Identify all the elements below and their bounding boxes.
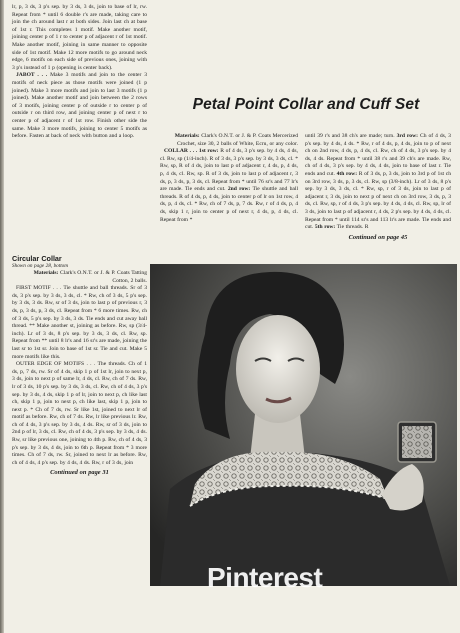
page-title: Petal Point Collar and Cuff Set (192, 96, 420, 113)
jabot-intro-text: lr, p, 3 ds, 3 p's sep. by 3 ds, 3 ds, join to base of lr, rw. Repeat from * until 6 double r's are made, taking care to join the ch around last r at both sides. Join last ch at base of 1st r. This completes 1 motif. Make another motif, joining center p of 1 r to center p of adjacent r of 1st motif. Make another motif, joining in same manner to opposite side of 1st motif. Make 12 more motifs to go around neck edge, 6 motifs on each side of previous ones, joining with 3 p's instead of 1 p (opening is center back). (12, 4, 147, 71)
collar-label: COLLAR . . . 1st row: (164, 148, 219, 155)
row2-label: 2nd row: (227, 186, 251, 193)
row5-label: 5th row: (314, 224, 336, 231)
jabot-text: Make 3 motifs and join to the center 3 motifs of neck piece as those motifs were joined (1 p joined). Make 3 more motifs and join to last 3 motifs (1 p joined). Make another motif and join between the 2 rows of 3 motifs, joining center p of outside r to center p of outside r on third row, and joining center p of next r to center p of adjacent r of 1st row. Finish other side the same. Make 3 more motifs, joining to center 5 motifs as before. Fasten at back of neck with button and a loop. (12, 72, 147, 140)
left-column-bottom (12, 254, 147, 477)
continued-page-31: Continued on page 31 (50, 469, 109, 477)
shown-on-page-note: Shown on page 28, bottom (12, 263, 68, 269)
model-photo-illustration (150, 264, 457, 586)
right-column (305, 133, 451, 241)
row3-label: 3rd row: (396, 133, 419, 139)
circular-collar-heading: Circular Collar (12, 254, 62, 263)
collar-paragraph (160, 148, 298, 224)
watermark-text: Pinterest (207, 562, 323, 593)
collar-text: R of 4 ds, 3 p's sep. by 4 ds, 4 ds, cl. Rw, sp (1/4-inch). R of 3 ds, 3 p's sep. by 3 ds, 3 ds, cl. * Rw, sp, R of 4 ds, join to last p of adjacent r, 4 ds, p, 4 ds, p, 4 ds, cl. Rw, sp. R of 3 ds, join to last p of adjacent r, 3 ds, p, 3 ds, p, 3 ds, cl. Repeat from * until 76 sr's and 77 lr's are made. Tie ends and cut. (160, 148, 298, 193)
jabot-paragraph (12, 72, 147, 140)
petal-materials (160, 133, 298, 148)
continued-page-45: Continued on page 45 (348, 233, 408, 241)
left-column-top (12, 4, 147, 141)
page-binding-shadow (0, 0, 4, 633)
materials-text: Clark's O.N.T. or J. & P. Coats Tatting Cotton, 2 balls. (60, 270, 147, 284)
row4-text: R of 3 ds, p, 3 ds, join to 3rd p of 1st ch on 3rd row, 3 ds, p, 3 ds, cl. Rw, sp (3/8-inch). Lr of 3 ds, 8 p's sep. by 3 ds, 3 ds, cl. * Rw, sp, r of 3 ds, join to last p of adjacent r, 3 ds, join to next p of next ch on 3rd row, 3 ds, p, 3 ds, cl. Rw, sp, r of 4 ds, 3 p's sep. by 4 ds, 4 ds, cl. Rw, sp, lr of 3 ds, join to last p of adjacent r, 4 ds, 2 p's sep. by 4 ds, 4 ds, cl. Repeat from * until 114 sr's and 113 lr's are made. Tie ends and cut. (305, 170, 452, 231)
outer-edge-text: OUTER EDGE OF MOTIFS . . . The threads. Ch of 1 ds, p, 7 ds, rw. Sr of 4 ds, skip 1 p of 1st lr, join to next p, 3 ds, join to next p of same lr, 4 ds, cl. Rw, ch of 7 ds. Rw, lr of 3 ds, 10 p's sep. by 3 ds, 3 ds, cl. Rw, ch of 4 ds, 3 p's sep. by 3 ds, 4 ds, skip 1 p of lr, join to next p, ch like last ch, skip 1 p, join to next p, ch like last, skip 1 p, join to next p. * Ch of 7 ds, rw. Sr like 1st, joined to next lr of motif as before. Rw, ch of 7 ds. Rw, lr like previous lr. Rw, ch of 4 ds, 3 p's sep. by 3 ds, 4 ds. Rw, sr of 3 ds, join to 2nd p of lr, 3 ds, cl. Rw, ch of 4 ds, 3 p's sep. by 3 ds, 4 ds. Rw, sr like previous one, joining to 4th p. Rw, ch of 4 ds, 3 p's sep. by 3 ds, 4 ds, join to 6th p. Repeat from * 3 more times. Ch of 7 ds, rw. Sr, joined to next lr as before. Rw, ch of 4 ds, 4 p's sep. by 4 ds, 4 ds. Rw, r of 3 ds, join (12, 361, 147, 466)
intro-text: until 39 r's and 38 ch's are made; turn. (305, 133, 395, 139)
jabot-label: JABOT . . . (16, 72, 48, 79)
first-motif-text: FIRST MOTIF . . . Tie shuttle and ball threads. Sr of 3 ds, 3 p's sep. by 3 ds, 3 ds, cl. * Rw, ch of 3 ds, 5 p's sep. by 3 ds, 3 ds. Rw, sr of 3 ds, join to last p of previous r, 3 ds, p, 3 ds, p, 3 ds, cl. Repeat from * 6 more times. Rw, ch of 3 ds, 5 p's sep. by 3 ds, 3 ds. Tie ends and cut away ball thread. ** Make another st, joining as before. Rw, sp (3/4-inch). Lr of 3 ds, 8 p's sep. by 3 ds, 3 ds, cl. Rw, sp. Repeat from ** until 8 lr's and 16 sr's are made, joining the last sr to 1st sr. Join to base of 1st sr. Tie and cut. Make 5 more motifs like this. (12, 285, 147, 360)
model-photo (150, 264, 457, 586)
materials-label: Materials: (174, 133, 200, 139)
right-paragraph (305, 133, 451, 232)
materials-text: Clark's O.N.T. or J. & P. Coats Mercerized Crochet, size 30, 2 balls of White, Ecru, or any color. (176, 133, 298, 147)
row3-text: Ch of 4 ds, 3 p's sep. by 4 ds, 4 ds. * Rw, r of 4 ds, p, 4 ds, join to p of next ch on 2nd row, 4 ds, p, 4 ds, cl. Rw, ch of 4 ds, 3 p's sep. by 4 ds, 4 ds. Repeat from * until 38 r's and 39 ch's are made. Rw, ch of 4 ds, 3 p's sep. by 4 ds, 4 ds, join to base of last r. Tie ends and cut. (305, 133, 451, 177)
materials-label: Materials: (33, 270, 59, 276)
row4-label: 4th row: (336, 170, 358, 177)
middle-column (160, 133, 298, 224)
circular-materials (12, 270, 147, 285)
row2-text: Tie shuttle and ball threads. R of 4 ds, p, 4 ds, join to center p of lr on 1st row, 4 ds, p, 4 ds, cl. * Rw, ch of 7 ds, p, 7 ds. Rw, r of 4 ds, p, 4 ds, skip 1 r, join to center p of next r, 4 ds, p, 4 ds, cl. Repeat from * (160, 186, 298, 223)
row5-text: Tie threads. R (336, 224, 369, 231)
